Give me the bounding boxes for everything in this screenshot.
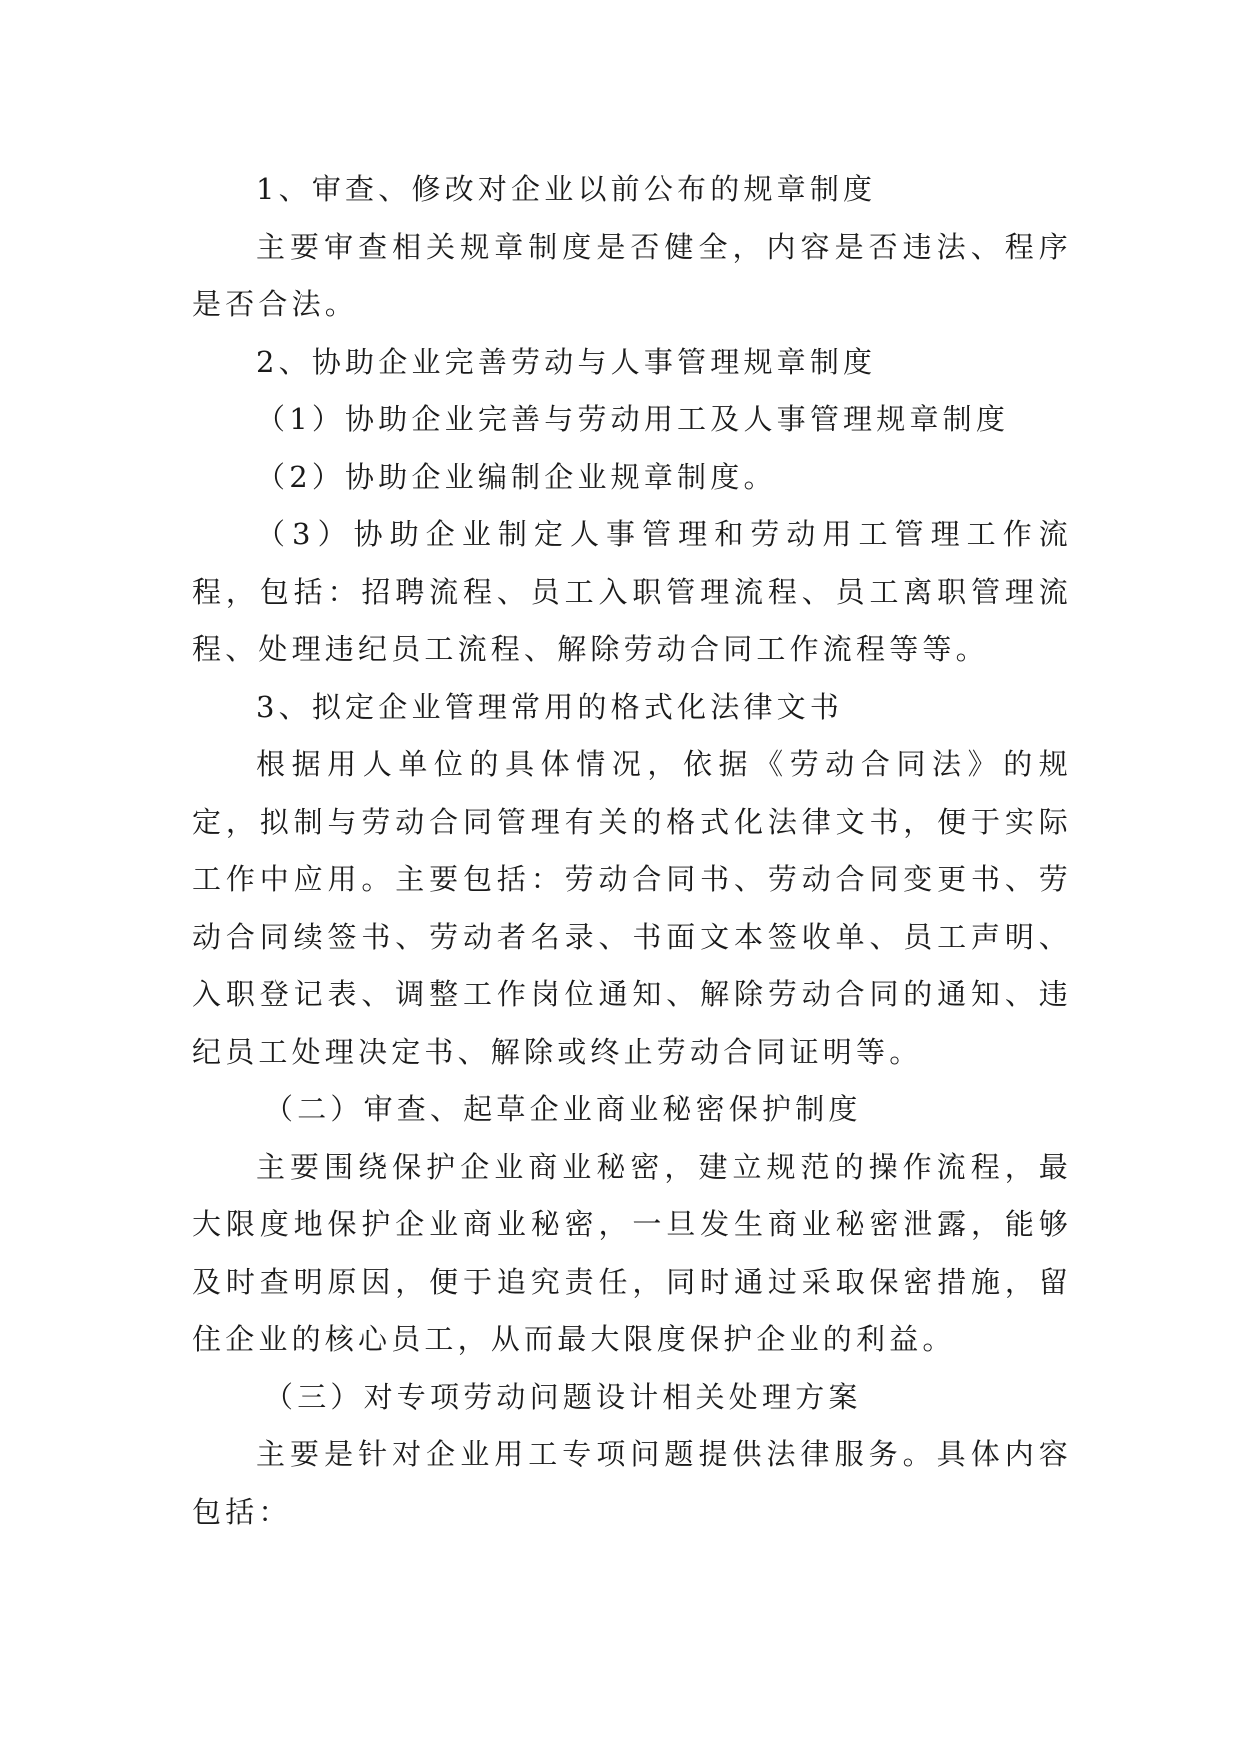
paragraph-special-issues: 主要是针对企业用工专项问题提供法律服务。具体内容包括： [192,1437,1072,1529]
heading-assist-rules: 2、协助企业完善劳动与人事管理规章制度 [256,344,877,379]
item-assist-3: （3）协助企业制定人事管理和劳动用工管理工作流程，包括：招聘流程、员工入职管理流程、员工离职管理流程、处理违纪员工流程、解除劳动合同工作流程等等。 [192,517,1072,666]
heading-special-issues: （三）对专项劳动问题设计相关处理方案 [264,1379,862,1414]
paragraph-legal-documents: 根据用人单位的具体情况，依据《劳动合同法》的规定，拟制与劳动合同管理有关的格式化法律文书，便于实际工作中应用。主要包括：劳动合同书、劳动合同变更书、劳动合同续签书、劳动者名录、书面文本签收单、员工声明、入职登记表、调整工作岗位通知、解除劳动合同的通知、违纪员工处理决定书、解除或终止劳动合同证明等。 [192,747,1072,1069]
heading-review-rules: 1、审查、修改对企业以前公布的规章制度 [256,172,877,206]
paragraph-trade-secret: 主要围绕保护企业商业秘密，建立规范的操作流程，最大限度地保护企业商业秘密，一旦发生商业秘密泄露，能够及时查明原因，便于追究责任，同时通过采取保密措施，留住企业的核心员工，从而最大限度保护企业的利益。 [192,1149,1072,1356]
heading-trade-secret: （二）审查、起草企业商业秘密保护制度 [264,1092,862,1126]
item-assist-1: （1）协助企业完善与劳动用工及人事管理规章制度 [256,402,1010,436]
document-body [192,161,1072,1541]
paragraph-review-content: 主要审查相关规章制度是否健全，内容是否违法、程序是否合法。 [192,229,1072,321]
item-assist-2: （2）协助企业编制企业规章制度。 [256,459,777,494]
heading-legal-documents: 3、拟定企业管理常用的格式化法律文书 [256,689,844,724]
